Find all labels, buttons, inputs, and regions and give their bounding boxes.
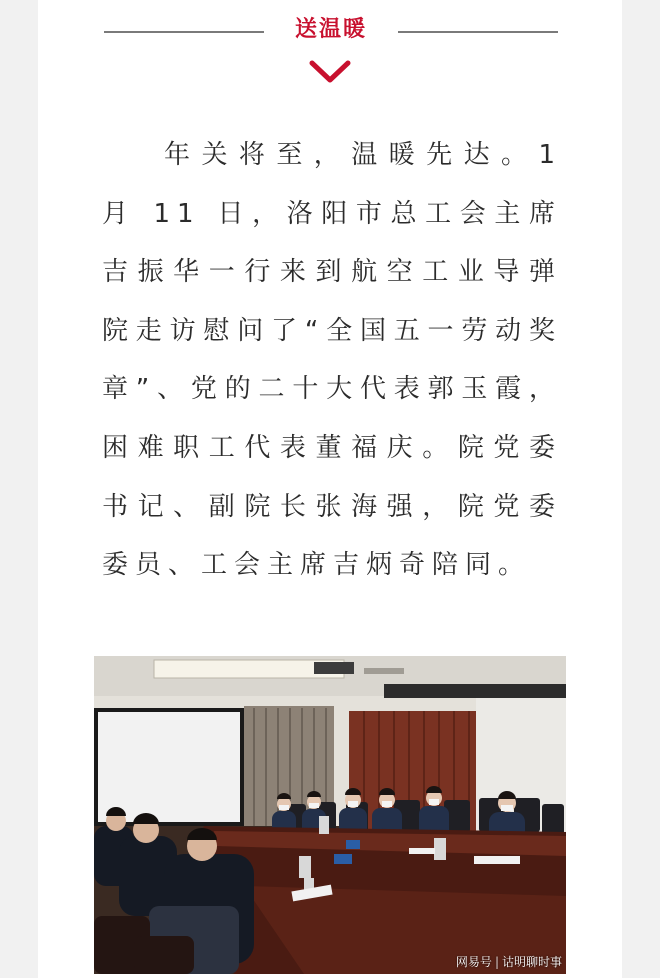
article-page	[38, 0, 622, 978]
section-header	[38, 0, 622, 90]
meeting-photo-illustration	[94, 656, 566, 974]
chevron-down-icon	[308, 58, 352, 86]
watermark	[456, 953, 562, 970]
divider-right	[398, 31, 558, 33]
article-paragraph: 年关将至，温暖先达。1 月 11 日，洛阳市总工会主席吉振华一行来到航空工业导弹院走访慰问了“全国五一劳动奖章”、党的二十大代表郭玉霞，困难职工代表董福庆。院党委书记、副院长张海强，院党委委员、工会主席吉炳奇陪同。	[102, 140, 562, 581]
watermark-separator: |	[494, 955, 499, 969]
watermark-platform: 网易号	[455, 955, 492, 969]
watermark-account: 诂明聊时事	[501, 955, 562, 969]
meeting-photo	[94, 656, 566, 974]
divider-left	[104, 31, 264, 33]
section-title: 送温暖	[294, 17, 367, 42]
